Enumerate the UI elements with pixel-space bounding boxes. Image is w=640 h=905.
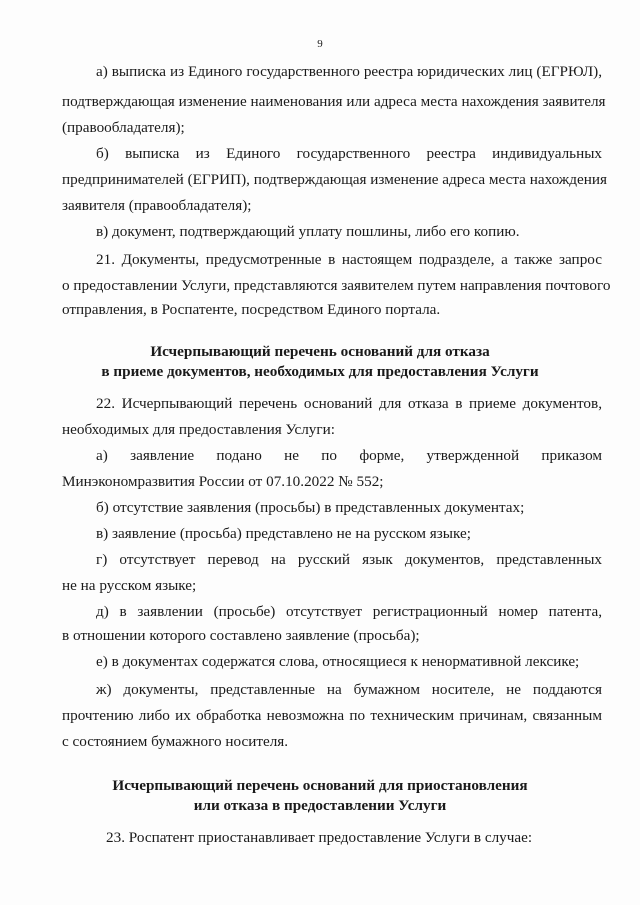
text-line: б) отсутствие заявления (просьбы) в представленных документах; [96,499,525,516]
text-line: ж) документы, представленные на бумажном носителе, не поддаются [96,681,602,698]
text-line: е) в документах содержатся слова, относящиеся к ненормативной лексике; [96,653,580,670]
text-line: заявителя (правообладателя); [62,197,252,214]
text-line: не на русском языке; [62,577,197,594]
text-line: прочтению либо их обработка невозможна по техническим причинам, связанным [62,707,602,724]
text-line: а) заявление подано не по форме, утвержденной приказом [96,447,602,464]
section-heading: в приеме документов, необходимых для предоставления Услуги [101,363,539,380]
text-line: д) в заявлении (просьбе) отсутствует регистрационный номер патента, [96,603,602,620]
section-heading: Исчерпывающий перечень оснований для приостановления [112,777,528,794]
text-line: о предоставлении Услуги, представляются заявителем путем направления почтового [62,277,611,294]
text-line: необходимых для предоставления Услуги: [62,421,335,438]
text-line: предпринимателей (ЕГРИП), подтверждающая изменение адреса места нахождения [62,171,608,188]
section-heading: Исчерпывающий перечень оснований для отказа [150,343,490,360]
text-line: с состоянием бумажного носителя. [62,733,289,750]
text-line: (правообладателя); [62,119,185,136]
text-line: а) выписка из Единого государственного реестра юридических лиц (ЕГРЮЛ), [96,63,602,80]
text-line: в отношении которого составлено заявление (просьба); [62,627,420,644]
text-line: б) выписка из Единого государственного реестра индивидуальных [96,145,602,162]
text-line: подтверждающая изменение наименования или адреса места нахождения заявителя [62,93,606,110]
text-line: Минэкономразвития России от 07.10.2022 № 552; [62,473,384,490]
page-number: 9 [317,38,323,50]
text-line: 21. Документы, предусмотренные в настоящем подразделе, а также запрос [96,251,602,268]
text-line: г) отсутствует перевод на русский язык документов, представленных [96,551,602,568]
text-line: 22. Исчерпывающий перечень оснований для отказа в приеме документов, [96,395,602,412]
text-line: 23. Роспатент приостанавливает предоставление Услуги в случае: [106,829,533,846]
section-heading: или отказа в предоставлении Услуги [193,797,447,814]
text-line: отправления, в Роспатенте, посредством Единого портала. [62,301,441,318]
text-line: в) заявление (просьба) представлено не на русском языке; [96,525,471,542]
text-line: в) документ, подтверждающий уплату пошлины, либо его копию. [96,223,520,240]
